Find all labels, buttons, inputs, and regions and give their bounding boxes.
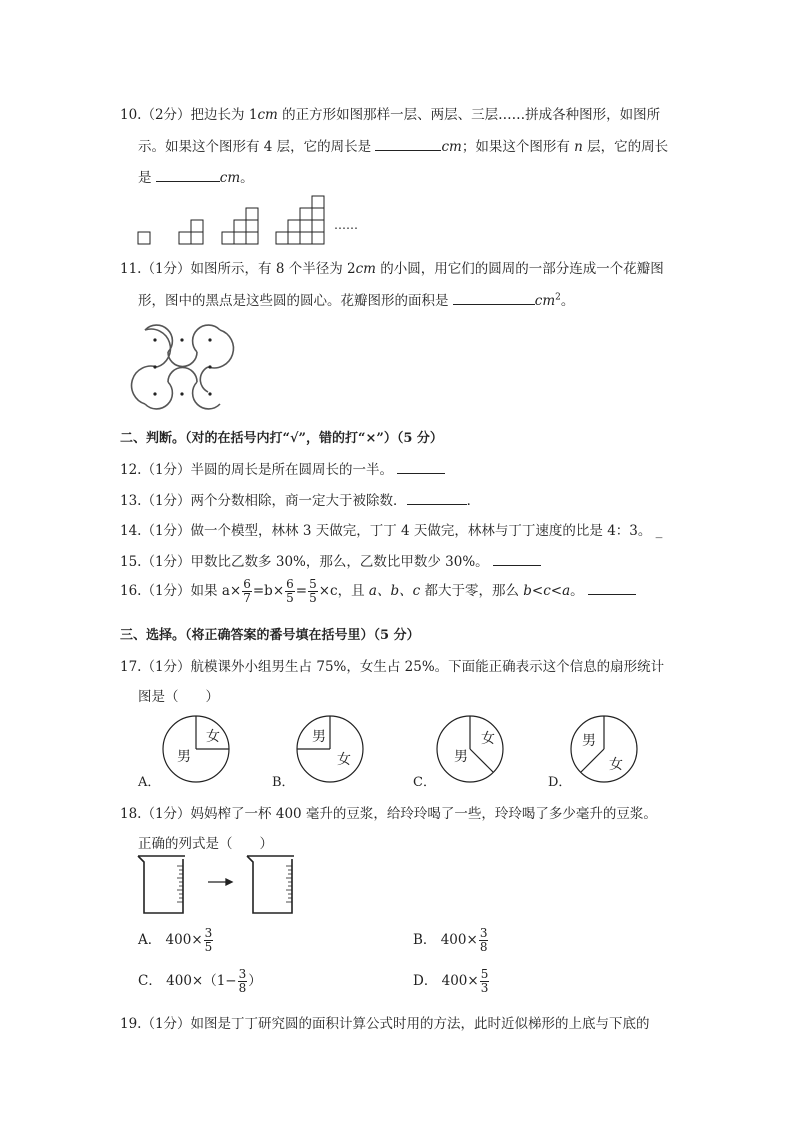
q10-line3: 是 cm。 — [138, 170, 254, 186]
q17-option-c[interactable]: C． — [413, 775, 436, 790]
q18-option-b[interactable]: B． 400× $\frac{3}{8}$ — [413, 926, 488, 954]
pie-a-male: 男 — [177, 749, 191, 765]
pie-d-female: 女 — [609, 757, 623, 773]
q17-option-b[interactable]: B． — [272, 775, 295, 790]
q13: 13.（1分）两个分数相除，商一定大于被除数． ． — [120, 493, 481, 509]
pie-d-male: 男 — [582, 733, 596, 749]
q17-option-d[interactable]: D． — [548, 775, 572, 790]
q10-ellipsis: …… — [334, 218, 358, 232]
pie-b-male: 男 — [312, 729, 326, 745]
q14: 14.（1分）做一个模型，林林 3 天做完，丁丁 4 天做完，林林与丁丁速度的比是 4：3。 _ — [120, 523, 663, 539]
section-2-title: 二、判断。（对的在括号内打“√”，错的打“×”）（5 分） — [120, 431, 443, 446]
fraction: $\frac{5}{3}$ — [480, 967, 489, 995]
q12: 12.（1分）半圆的周长是所在圆周长的一半。 — [120, 458, 445, 478]
pie-c-male: 男 — [454, 749, 468, 765]
q18-option-c[interactable]: C． 400×（1− $\frac{3}{8}$ ） — [138, 967, 262, 995]
q11-line1: 11.（1分）如图所示，有 8 个半径为 2cm 的小圆，用它们的圆周的一部分连成一个花瓣图 — [120, 261, 664, 277]
q18-option-a[interactable]: A． 400× $\frac{3}{5}$ — [138, 926, 213, 954]
q17-option-a[interactable]: A． — [138, 775, 161, 790]
q10-line2: 示。如果这个图形有 4 层，它的周长是 cm；如果这个图形有 n 层，它的周长 — [138, 139, 669, 155]
fraction: $\frac{6}{5}$ — [286, 577, 294, 605]
fraction: $\frac{5}{5}$ — [309, 577, 317, 605]
q19-line1: 19.（1分）如图是丁丁研究圆的面积计算公式时用的方法，此时近似梯形的上底与下底的 — [120, 1016, 650, 1032]
q15: 15.（1分）甲数比乙数多 30%，那么，乙数比甲数少 30%。 — [120, 550, 541, 570]
q10-line1: 10.（2分）把边长为 1cm 的正方形如图那样一层、两层、三层……拼成各种图形，如图所 — [120, 107, 661, 123]
pie-b-female: 女 — [337, 752, 351, 768]
fraction: $\frac{3}{5}$ — [204, 926, 213, 954]
fraction: $\frac{6}{7}$ — [243, 577, 251, 605]
q16: 16.（1分）如果 a× $\frac{6}{7}$ =b× $\frac{6}{5}$ = $\frac{5}{5}$ ×c，且 a、b、c 都大于零，那么 b<c<a。 — [120, 578, 636, 605]
fraction: $\frac{3}{8}$ — [238, 967, 247, 995]
q18-option-d[interactable]: D． 400× $\frac{5}{3}$ — [413, 967, 489, 995]
section-3-title: 三、选择。（将正确答案的番号填在括号里）（5 分） — [120, 628, 420, 643]
pie-a-female: 女 — [206, 729, 220, 745]
pie-c-female: 女 — [481, 731, 495, 747]
fraction: $\frac{3}{8}$ — [479, 926, 488, 954]
q17-line1: 17.（1分）航模课外小组男生占 75%，女生占 25%。下面能正确表示这个信息的扇形统计 — [120, 659, 665, 675]
q18-line1: 18.（1分）妈妈榨了一杯 400 毫升的豆浆，给玲玲喝了一些，玲玲喝了多少毫升的豆浆。 — [120, 806, 657, 822]
q11-line2: 形，图中的黑点是这些圆的圆心。花瓣图形的面积是 $cm^2$。 — [138, 292, 575, 309]
q17-line2: 图是（ ） — [138, 689, 219, 705]
q18-line2: 正确的列式是（ ） — [138, 836, 273, 852]
